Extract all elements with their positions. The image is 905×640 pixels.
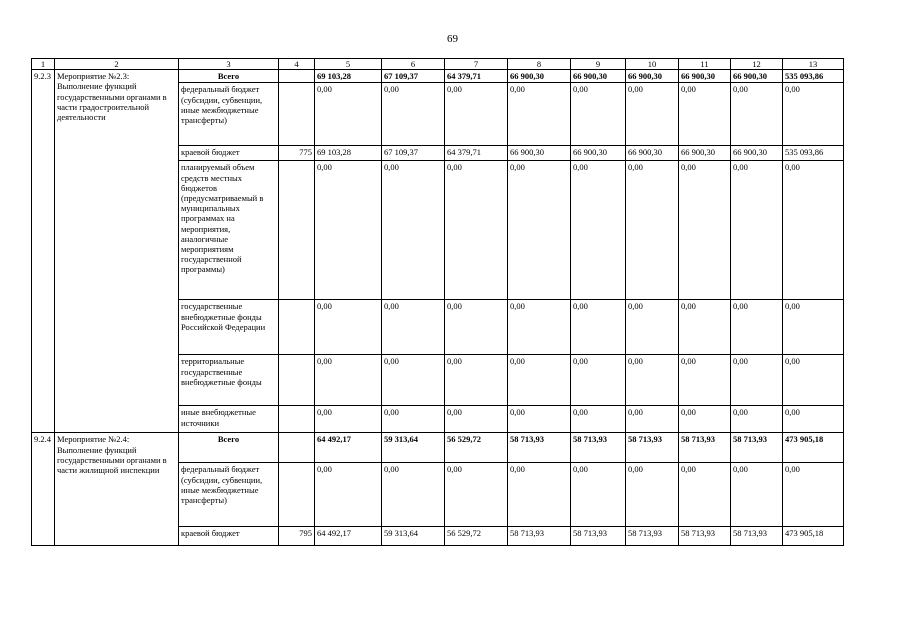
amount-cell: 66 900,30: [626, 146, 679, 161]
column-number: 9: [571, 59, 626, 70]
amount-cell: 0,00: [679, 463, 731, 527]
column-number: 2: [55, 59, 179, 70]
budget-code: [279, 406, 315, 433]
column-number: 13: [783, 59, 844, 70]
budget-code: [279, 463, 315, 527]
amount-cell: 0,00: [679, 406, 731, 433]
amount-cell: 58 713,93: [731, 527, 783, 546]
amount-cell: 473 905,18: [783, 433, 844, 463]
budget-code: [279, 161, 315, 300]
event-name: Мероприятие №2.4: Выполнение функций государственными органами в части жилищной инспекции: [55, 433, 179, 546]
amount-cell: 0,00: [571, 355, 626, 406]
funding-source: государственные внебюджетные фонды Российской Федерации: [179, 300, 279, 355]
amount-cell: 0,00: [679, 161, 731, 300]
funding-source: краевой бюджет: [179, 527, 279, 546]
amount-cell: 66 900,30: [571, 146, 626, 161]
amount-cell: 66 900,30: [626, 70, 679, 83]
amount-cell: 0,00: [783, 355, 844, 406]
funding-source: федеральный бюджет (субсидии, субвенции, иные межбюджетные трансферты): [179, 463, 279, 527]
column-number: 8: [508, 59, 571, 70]
amount-cell: 59 313,64: [382, 527, 445, 546]
funding-source: Всего: [179, 433, 279, 463]
column-number: 6: [382, 59, 445, 70]
amount-cell: 0,00: [315, 463, 382, 527]
amount-cell: 0,00: [679, 83, 731, 146]
amount-cell: 0,00: [445, 463, 508, 527]
amount-cell: 0,00: [445, 406, 508, 433]
column-number: 11: [679, 59, 731, 70]
amount-cell: 58 713,93: [571, 527, 626, 546]
event-number: 9.2.4: [32, 433, 55, 546]
column-number: 4: [279, 59, 315, 70]
amount-cell: 0,00: [783, 83, 844, 146]
amount-cell: 0,00: [508, 355, 571, 406]
amount-cell: 58 713,93: [626, 527, 679, 546]
amount-cell: 0,00: [445, 300, 508, 355]
amount-cell: 0,00: [315, 300, 382, 355]
amount-cell: 69 103,28: [315, 146, 382, 161]
funding-source: Всего: [179, 70, 279, 83]
amount-cell: 0,00: [382, 83, 445, 146]
budget-code: 795: [279, 527, 315, 546]
budget-code: [279, 70, 315, 83]
amount-cell: 0,00: [382, 161, 445, 300]
amount-cell: 0,00: [731, 83, 783, 146]
amount-cell: 0,00: [679, 355, 731, 406]
amount-cell: 0,00: [731, 406, 783, 433]
table-row: [32, 433, 844, 463]
amount-cell: 0,00: [783, 406, 844, 433]
amount-cell: 0,00: [508, 300, 571, 355]
amount-cell: 58 713,93: [508, 527, 571, 546]
amount-cell: 66 900,30: [679, 146, 731, 161]
amount-cell: 0,00: [626, 355, 679, 406]
amount-cell: 56 529,72: [445, 433, 508, 463]
amount-cell: 58 713,93: [731, 433, 783, 463]
column-number: 1: [32, 59, 55, 70]
amount-cell: 0,00: [382, 300, 445, 355]
funding-source: планируемый объем средств местных бюджетов (предусматриваемый в муниципальных программах на мероприятия, аналогичные мероприятиям государственной программы): [179, 161, 279, 300]
amount-cell: 66 900,30: [731, 70, 783, 83]
budget-code: 775: [279, 146, 315, 161]
budget-table: [31, 58, 844, 546]
amount-cell: 0,00: [783, 161, 844, 300]
amount-cell: 0,00: [445, 355, 508, 406]
amount-cell: 0,00: [783, 463, 844, 527]
amount-cell: 58 713,93: [508, 433, 571, 463]
amount-cell: 0,00: [508, 161, 571, 300]
amount-cell: 66 900,30: [679, 70, 731, 83]
amount-cell: 0,00: [626, 161, 679, 300]
amount-cell: 0,00: [315, 406, 382, 433]
amount-cell: 58 713,93: [571, 433, 626, 463]
amount-cell: 69 103,28: [315, 70, 382, 83]
amount-cell: 0,00: [508, 463, 571, 527]
column-number: 10: [626, 59, 679, 70]
amount-cell: 66 900,30: [508, 146, 571, 161]
column-number-row: [32, 59, 844, 70]
amount-cell: 0,00: [571, 161, 626, 300]
event-number: 9.2.3: [32, 70, 55, 433]
amount-cell: 0,00: [315, 83, 382, 146]
amount-cell: 0,00: [382, 406, 445, 433]
amount-cell: 58 713,93: [626, 433, 679, 463]
column-number: 12: [731, 59, 783, 70]
amount-cell: 0,00: [731, 161, 783, 300]
column-number: 5: [315, 59, 382, 70]
amount-cell: 66 900,30: [731, 146, 783, 161]
amount-cell: 0,00: [571, 83, 626, 146]
page-number: 69: [447, 33, 458, 45]
amount-cell: 66 900,30: [508, 70, 571, 83]
amount-cell: 0,00: [626, 406, 679, 433]
budget-code: [279, 433, 315, 463]
amount-cell: 0,00: [626, 463, 679, 527]
amount-cell: 58 713,93: [679, 527, 731, 546]
amount-cell: 66 900,30: [571, 70, 626, 83]
amount-cell: 0,00: [626, 83, 679, 146]
funding-source: территориальные государственные внебюджетные фонды: [179, 355, 279, 406]
amount-cell: 64 379,71: [445, 146, 508, 161]
amount-cell: 67 109,37: [382, 146, 445, 161]
amount-cell: 0,00: [508, 83, 571, 146]
amount-cell: 56 529,72: [445, 527, 508, 546]
amount-cell: 0,00: [783, 300, 844, 355]
amount-cell: 0,00: [571, 300, 626, 355]
amount-cell: 58 713,93: [679, 433, 731, 463]
amount-cell: 0,00: [445, 83, 508, 146]
column-number: 7: [445, 59, 508, 70]
amount-cell: 0,00: [731, 300, 783, 355]
amount-cell: 0,00: [382, 355, 445, 406]
amount-cell: 535 093,86: [783, 70, 844, 83]
amount-cell: 473 905,18: [783, 527, 844, 546]
amount-cell: 0,00: [626, 300, 679, 355]
amount-cell: 0,00: [731, 355, 783, 406]
funding-source: федеральный бюджет (субсидии, субвенции, иные межбюджетные трансферты): [179, 83, 279, 146]
amount-cell: 0,00: [445, 161, 508, 300]
funding-source: краевой бюджет: [179, 146, 279, 161]
amount-cell: 0,00: [731, 463, 783, 527]
funding-source: иные внебюджетные источники: [179, 406, 279, 433]
amount-cell: 0,00: [679, 300, 731, 355]
amount-cell: 0,00: [508, 406, 571, 433]
amount-cell: 0,00: [315, 161, 382, 300]
amount-cell: 0,00: [315, 355, 382, 406]
event-name: Мероприятие №2.3: Выполнение функций государственными органами в части градостроительной деятельности: [55, 70, 179, 433]
amount-cell: 67 109,37: [382, 70, 445, 83]
amount-cell: 64 492,17: [315, 433, 382, 463]
budget-code: [279, 300, 315, 355]
budget-code: [279, 355, 315, 406]
column-number: 3: [179, 59, 279, 70]
amount-cell: 535 093,86: [783, 146, 844, 161]
table-row: [32, 70, 844, 83]
amount-cell: 59 313,64: [382, 433, 445, 463]
amount-cell: 64 492,17: [315, 527, 382, 546]
amount-cell: 0,00: [382, 463, 445, 527]
budget-code: [279, 83, 315, 146]
amount-cell: 0,00: [571, 406, 626, 433]
amount-cell: 64 379,71: [445, 70, 508, 83]
amount-cell: 0,00: [571, 463, 626, 527]
